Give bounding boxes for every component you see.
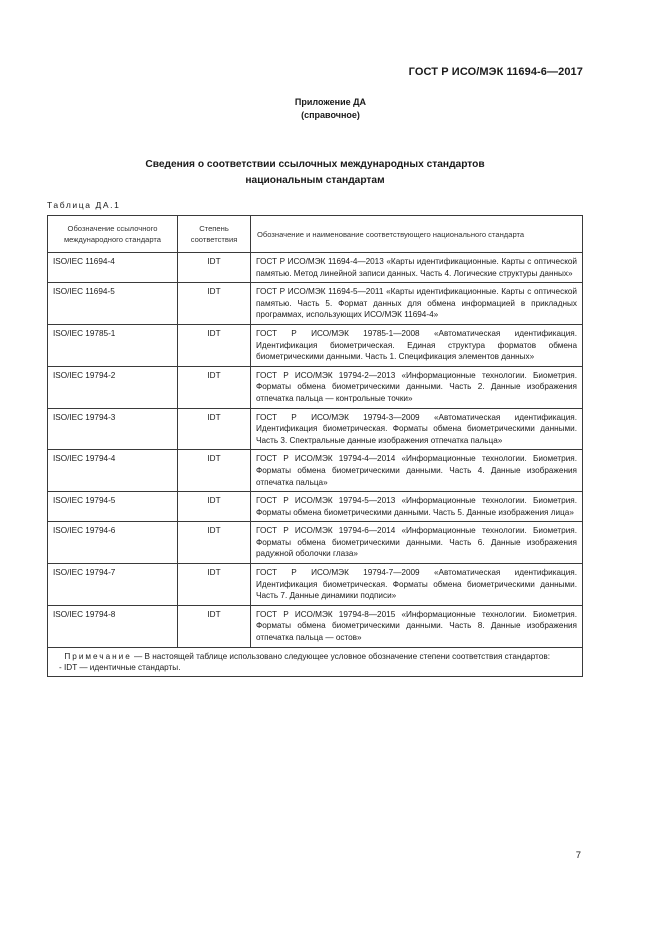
cell-degree: IDT xyxy=(178,253,251,283)
cell-national-standard: ГОСТ Р ИСО/МЭК 19794-7—2009 «Автоматическая идентификация. Идентификация биометрическая. Форматы обмена биометрическими данными. Часть 7. Данные динамики подписи» xyxy=(251,564,583,606)
header-degree: Степень соответствия xyxy=(178,216,251,253)
note-item: - IDT — идентичные стандарты. xyxy=(59,663,181,673)
cell-international-standard: ISO/IEC 19794-4 xyxy=(48,450,178,492)
table-row xyxy=(48,324,583,366)
section-title-line-1: Сведения о соответствии ссылочных международных стандартов xyxy=(145,159,485,170)
table-row xyxy=(48,450,583,492)
cell-international-standard: ISO/IEC 19794-2 xyxy=(48,366,178,408)
note-paragraph xyxy=(53,651,577,662)
document-designation: ГОСТ Р ИСО/МЭК 11694-6—2017 xyxy=(408,66,583,78)
table-note-row xyxy=(48,647,583,677)
table-row xyxy=(48,492,583,522)
note-label: Примечание xyxy=(64,651,132,661)
table-row xyxy=(48,564,583,606)
page-number: 7 xyxy=(575,850,581,861)
section-title xyxy=(0,157,630,189)
cell-national-standard: ГОСТ Р ИСО/МЭК 11694-4—2013 «Карты идентификационные. Карты с оптической памятью. Метод линейной записи данных. Часть 4. Логические структуры данных» xyxy=(251,253,583,283)
table-row xyxy=(48,253,583,283)
cell-national-standard: ГОСТ Р ИСО/МЭК 19794-3—2009 «Автоматическая идентификация. Идентификация биометрическая. Форматы обмена биометрическими данными. Часть 3. Спектральные данные изображения отпечатка пальца» xyxy=(251,408,583,450)
appendix-title: Приложение ДА xyxy=(294,97,367,107)
cell-international-standard: ISO/IEC 11694-4 xyxy=(48,253,178,283)
cell-international-standard: ISO/IEC 19794-6 xyxy=(48,522,178,564)
cell-degree: IDT xyxy=(178,522,251,564)
table-row xyxy=(48,408,583,450)
cell-national-standard: ГОСТ Р ИСО/МЭК 19794-5—2013 «Информационные технологии. Биометрия. Форматы обмена биометрическими данными. Часть 5. Данные изображения лица» xyxy=(251,492,583,522)
section-title-line-2: национальным стандартам xyxy=(245,175,385,186)
cell-international-standard: ISO/IEC 19794-5 xyxy=(48,492,178,522)
correspondence-table xyxy=(47,215,583,677)
table-row xyxy=(48,366,583,408)
appendix-subtitle: (справочное) xyxy=(301,110,360,120)
table-label: Таблица ДА.1 xyxy=(47,200,121,210)
cell-national-standard: ГОСТ Р ИСО/МЭК 11694-5—2011 «Карты идентификационные. Карты с оптической памятью. Часть 5. Формат данных для обмена информацией в прикладных программах, использующих ИСО/МЭК 11694-4» xyxy=(251,283,583,325)
cell-national-standard: ГОСТ Р ИСО/МЭК 19794-8—2015 «Информационные технологии. Биометрия. Форматы обмена биометрическими данными. Часть 8. Данные изображения отпечатка пальца — остов» xyxy=(251,605,583,647)
table-row xyxy=(48,522,583,564)
cell-degree: IDT xyxy=(178,283,251,325)
appendix-heading xyxy=(0,96,661,122)
table-note xyxy=(48,647,583,677)
header-national-standard: Обозначение и наименование соответствующего национального стандарта xyxy=(251,216,583,253)
cell-degree: IDT xyxy=(178,605,251,647)
header-international-standard: Обозначение ссылочного международного стандарта xyxy=(48,216,178,253)
cell-international-standard: ISO/IEC 19785-1 xyxy=(48,324,178,366)
table-row xyxy=(48,283,583,325)
cell-national-standard: ГОСТ Р ИСО/МЭК 19794-2—2013 «Информационные технологии. Биометрия. Форматы обмена биометрическими данными. Часть 2. Данные изображения отпечатка пальца — контрольные точки» xyxy=(251,366,583,408)
cell-degree: IDT xyxy=(178,450,251,492)
cell-international-standard: ISO/IEC 11694-5 xyxy=(48,283,178,325)
cell-national-standard: ГОСТ Р ИСО/МЭК 19794-4—2014 «Информационные технологии. Биометрия. Форматы обмена биометрическими данными. Часть 4. Данные изображения отпечатка пальца» xyxy=(251,450,583,492)
cell-international-standard: ISO/IEC 19794-7 xyxy=(48,564,178,606)
cell-degree: IDT xyxy=(178,564,251,606)
cell-national-standard: ГОСТ Р ИСО/МЭК 19785-1—2008 «Автоматическая идентификация. Идентификация биометрическая. Единая структура форматов обмена биометрическими данными. Часть 1. Спецификация элементов данных» xyxy=(251,324,583,366)
cell-degree: IDT xyxy=(178,492,251,522)
cell-degree: IDT xyxy=(178,324,251,366)
table-row xyxy=(48,605,583,647)
cell-degree: IDT xyxy=(178,408,251,450)
cell-degree: IDT xyxy=(178,366,251,408)
cell-international-standard: ISO/IEC 19794-8 xyxy=(48,605,178,647)
table-header-row xyxy=(48,216,583,253)
cell-international-standard: ISO/IEC 19794-3 xyxy=(48,408,178,450)
note-text: — В настоящей таблице использовано следующее условное обозначение степени соответствия стандартов: xyxy=(134,651,551,661)
cell-national-standard: ГОСТ Р ИСО/МЭК 19794-6—2014 «Информационные технологии. Биометрия. Форматы обмена биометрическими данными. Часть 6. Данные изображения радужной оболочки глаза» xyxy=(251,522,583,564)
